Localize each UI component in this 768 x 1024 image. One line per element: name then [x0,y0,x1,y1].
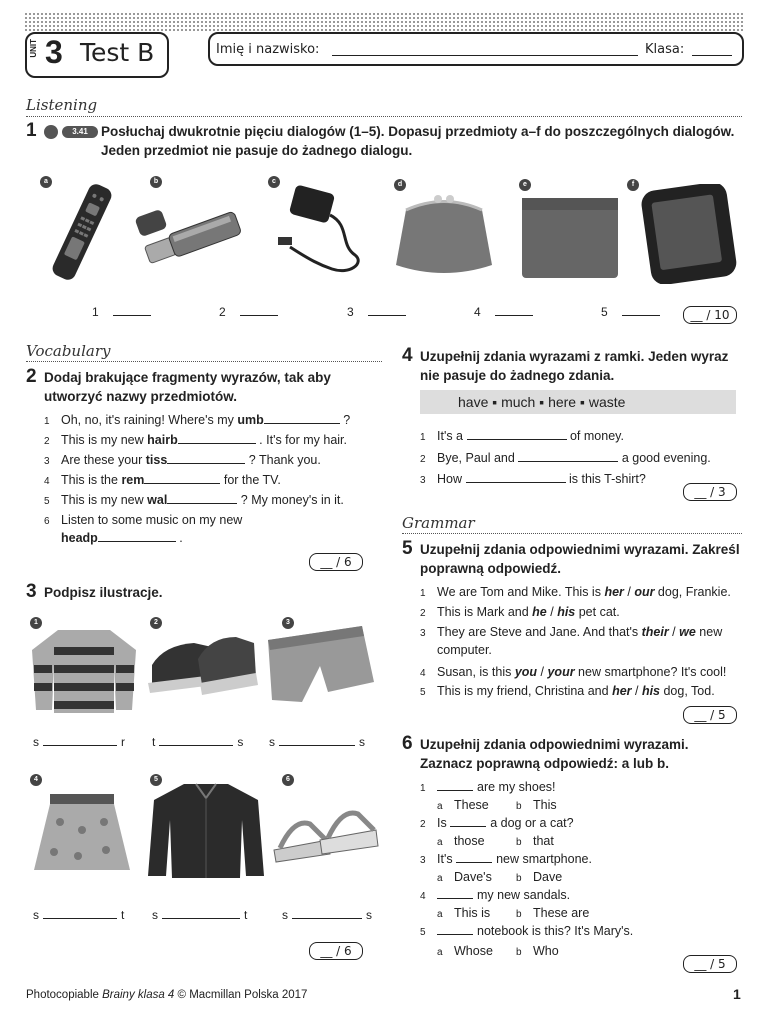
item-number: 4 [44,476,50,487]
item-text: is this T-shirt? [568,472,646,486]
answer-field[interactable] [466,482,566,483]
item-text: This is my new [61,433,148,447]
answer-field[interactable] [167,463,245,464]
q4-item-2 [420,450,711,468]
answer-field[interactable] [144,483,220,484]
section-vocabulary: Vocabulary [26,342,111,360]
image-label-6: 6 [282,774,294,786]
q6-options-1 [437,797,557,815]
q1-number: 1 [26,120,37,141]
sweater-image [28,625,140,715]
image-label-d: d [394,179,406,191]
q4-text: Uzupełnij zdania wyrazami z ramki. Jeden wyraz nie pasuje do żadnego zdania. [420,349,729,383]
q5-item-5: 5 This is my friend, Christina and her / his dog, Tod. [420,683,760,701]
option-b[interactable]: Dave [533,870,563,884]
item-text: are my shoes! [477,780,556,794]
answer-field[interactable] [167,503,237,504]
item-number: 1 [420,432,426,443]
item-number: 4 [420,668,426,679]
q2-item-5 [44,492,374,510]
item-text: This is my friend, Christina and [437,684,613,698]
item-number: 6 [44,516,50,527]
item-number: 1 [44,416,50,427]
image-label-3: 3 [282,617,294,629]
q6-item-5 [420,923,633,941]
q4-item-1 [420,428,624,446]
footer-copyright [26,989,307,1001]
q1-answer-num: 1 [92,305,99,319]
purse-image [388,185,500,280]
q3-label-2 [152,735,243,749]
q4-number: 4 [402,345,413,366]
q6-text: Uzupełnij zdania odpowiednimi wyrazami. Zaznacz poprawną odpowiedź: a lub b. [420,737,689,771]
item-text: Are these your [61,453,146,467]
q3-score: __ / 6 [309,942,363,960]
option-a[interactable]: those [454,834,485,848]
option-b[interactable]: our [634,585,655,599]
label-start: t [152,735,156,749]
skirt-image [30,782,134,878]
option-letter: a [437,837,443,848]
label-end: r [121,735,125,749]
q2-text: Dodaj brakujące fragmenty wyrazów, tak aby utworzyć nazwy przedmiotów. [44,370,331,404]
answer-field[interactable] [437,898,473,899]
option-letter: b [516,947,522,958]
item-text: for the TV. [220,473,281,487]
item-text: . It's for my hair. [255,433,347,447]
item-text: ? [339,413,351,427]
item-number: 2 [420,454,426,465]
q1-answer-4 [474,305,533,319]
label-start: s [282,908,288,922]
sandals-image [270,800,380,864]
item-text: dog, Tod. [660,684,715,698]
answer-field[interactable] [456,862,492,863]
q3-label-6 [282,908,372,922]
header-dot-pattern [24,12,744,32]
item-text: Listen to some music on my new [61,513,243,527]
q2-item-1 [44,412,374,430]
option-letter: b [516,909,522,920]
item-text: They are Steve and Jane. And that's [437,625,642,639]
q6-item-3 [420,851,592,869]
item-number: 3 [420,855,426,866]
usb-stick-image [135,205,250,275]
item-number: 3 [420,628,426,639]
item-prefix: rem [121,473,145,487]
option-letter: a [437,873,443,884]
item-number: 5 [44,496,50,507]
trainers-image [144,625,260,705]
label-end: t [244,908,248,922]
item-text: new smartphone. [496,852,592,866]
option-a[interactable]: Dave's [454,870,492,884]
track-badge: 3.41 [62,126,98,138]
item-number: 5 [420,687,426,698]
option-a[interactable]: This is [454,906,491,920]
option-b[interactable]: that [533,834,554,848]
option-a[interactable]: her [604,585,624,599]
smartphone-image [640,184,738,284]
q6-options-3 [437,869,562,887]
answer-field[interactable] [495,315,533,316]
image-label-4: 4 [30,774,42,786]
q6-options-4 [437,905,589,923]
q1-answer-num: 3 [347,305,354,319]
q6-item-2 [420,815,574,833]
option-letter: b [516,837,522,848]
q2-item-2 [44,432,374,450]
answer-field[interactable] [159,745,233,746]
wallet-image [518,192,623,282]
option-a[interactable]: he [532,605,547,619]
option-a[interactable]: her [612,684,632,698]
answer-field[interactable] [162,918,240,919]
class-field[interactable] [692,55,732,56]
cd-icon [44,125,58,139]
answer-field[interactable] [437,790,473,791]
item-number: 2 [420,819,426,830]
item-text: It's a [437,429,464,443]
option-letter: b [516,873,522,884]
answer-field[interactable] [264,423,340,424]
item-text: Susan, is this [437,665,515,679]
q1-score: __ / 10 [683,306,737,324]
image-label-5: 5 [150,774,162,786]
option-b[interactable]: These are [533,906,590,920]
answer-field[interactable] [113,315,151,316]
answer-field[interactable] [450,826,486,827]
answer-field[interactable] [518,461,618,462]
label-end: t [121,908,125,922]
q2-score: __ / 6 [309,553,363,571]
item-prefix: hairb [147,433,178,447]
section-grammar: Grammar [402,514,475,532]
answer-field[interactable] [292,918,362,919]
option-b[interactable]: This [533,798,557,812]
item-text: notebook is this? It's Mary's. [477,924,634,938]
q5-score: __ / 5 [683,706,737,724]
image-label-1: 1 [30,617,42,629]
q6-item-4 [420,887,570,905]
item-text: a good evening. [621,451,711,465]
test-title: Test B [80,38,155,67]
item-text: dog, Frankie. [654,585,731,599]
answer-field[interactable] [368,315,406,316]
remote-control-image [42,180,122,285]
q1-text: Posłuchaj dwukrotnie pięciu dialogów (1–5). Dopasuj przedmioty a–f do poszczególnych dialogów. Jeden przedmiot nie pasuje do żadnego dialogu. [101,124,735,158]
q1-answer-num: 2 [219,305,226,319]
item-text: my new sandals. [477,888,571,902]
label-start: s [33,735,39,749]
unit-number: 3 [45,34,63,70]
item-text: pet cat. [575,605,620,619]
answer-field[interactable] [467,439,567,440]
q6-options-2 [437,833,554,851]
label-start: s [152,908,158,922]
answer-field[interactable] [98,541,176,542]
answer-field[interactable] [622,315,660,316]
q1-answer-num: 4 [474,305,481,319]
q3-label-4 [33,908,124,922]
option-a[interactable]: Whose [454,944,493,958]
option-letter: a [437,909,443,920]
option-b[interactable]: Who [533,944,559,958]
option-b[interactable]: his [557,605,576,619]
label-end: s [366,908,372,922]
item-text: This is Mark and [437,605,533,619]
item-text: of money. [569,429,624,443]
section-divider [402,533,742,534]
answer-field[interactable] [240,315,278,316]
item-prefix: wal [147,493,168,507]
item-text: ? My money's in it. [237,493,344,507]
option-a[interactable]: These [454,798,489,812]
image-label-c: c [268,176,280,188]
answer-field[interactable] [437,934,473,935]
name-label: Imię i nazwisko: [216,42,320,57]
q1-answer-num: 5 [601,305,608,319]
q3-label-5 [152,908,247,922]
item-text: ? Thank you. [245,453,321,467]
q5-item-1: 1 We are Tom and Mike. This is her / our dog, Frankie. [420,584,750,602]
item-text: Oh, no, it's raining! Where's my [61,413,238,427]
charger-image [270,185,380,280]
q1-answer-5 [601,305,660,319]
item-number: 2 [44,436,50,447]
item-text: This is the [61,473,122,487]
q3-label-3 [269,735,365,749]
label-start: s [269,735,275,749]
q4-item-3 [420,471,646,489]
q3-text: Podpisz ilustracje. [44,585,163,600]
q6-item-1 [420,779,556,797]
word-box: have ▪ much ▪ here ▪ waste [420,390,736,414]
q5-item-4: 4 Susan, is this you / your new smartphone? It's cool! [420,664,760,682]
item-text: . [175,531,183,545]
image-label-b: b [150,176,162,188]
q1-answer-1 [92,305,151,319]
option-a[interactable]: you [514,665,538,679]
item-number: 5 [420,927,426,938]
item-text: Is [437,816,447,830]
q3-number: 3 [26,581,37,602]
shorts-image [262,622,378,712]
image-label-f: f [627,179,639,191]
shirt-image [146,780,266,882]
option-b[interactable]: your [547,665,575,679]
label-end: s [237,735,244,749]
unit-label: UNIT [29,39,38,58]
item-number: 4 [420,891,426,902]
item-text: Bye, Paul and [437,451,515,465]
page-number: 1 [733,986,741,1002]
item-number: 1 [420,783,426,794]
name-field[interactable] [332,55,638,56]
item-text: This is my new [61,493,148,507]
q2-item-6 [44,512,374,546]
q5-item-3: 3 They are Steve and Jane. And that's their / we new computer. [420,625,723,657]
image-label-a: a [40,176,52,188]
image-label-e: e [519,179,531,191]
q5-item-2: 2 This is Mark and he / his pet cat. [420,604,750,622]
item-prefix: tiss [145,453,168,467]
item-number: 1 [420,588,426,599]
option-a[interactable]: their [641,625,669,639]
image-label-2: 2 [150,617,162,629]
option-b[interactable]: we [679,625,696,639]
q1-answer-3 [347,305,406,319]
option-letter: a [437,801,443,812]
q6-options-5 [437,943,559,961]
q4-score: __ / 3 [683,483,737,501]
item-text: new smartphone? It's cool! [574,665,727,679]
footer-text: Photocopiable [26,989,103,1001]
label-end: s [359,735,365,749]
q3-label-1 [33,735,125,749]
answer-field[interactable] [43,918,117,919]
class-label: Klasa: [645,42,685,57]
label-start: s [33,908,39,922]
q1-answer-2 [219,305,278,319]
section-listening: Listening [26,96,98,114]
q1-text-wrap [101,122,741,160]
item-number: 2 [420,608,426,619]
answer-field[interactable] [178,443,256,444]
answer-field[interactable] [279,745,355,746]
item-prefix: headp [61,531,98,545]
option-letter: a [437,947,443,958]
section-divider [26,361,382,362]
item-text: It's [437,852,453,866]
q5-text: Uzupełnij zdania odpowiednimi wyrazami. Zakreśl poprawną odpowiedź. [420,542,740,576]
item-text: a dog or a cat? [490,816,574,830]
item-text: new computer. [437,625,723,657]
item-text: How [437,472,463,486]
option-b[interactable]: his [641,684,660,698]
item-text: We are Tom and Mike. This is [437,585,605,599]
q2-item-4 [44,472,374,490]
q2-item-3 [44,452,374,470]
item-prefix: umb [237,413,264,427]
option-letter: b [516,801,522,812]
footer-book-title: Brainy klasa 4 [102,989,175,1001]
item-number: 3 [44,456,50,467]
answer-field[interactable] [43,745,117,746]
footer-text: © Macmillan Polska 2017 [174,989,308,1001]
q2-number: 2 [26,366,37,387]
q6-score: __ / 5 [683,955,737,973]
q5-number: 5 [402,538,413,559]
q6-number: 6 [402,733,413,754]
item-number: 3 [420,475,426,486]
section-divider [26,116,742,117]
